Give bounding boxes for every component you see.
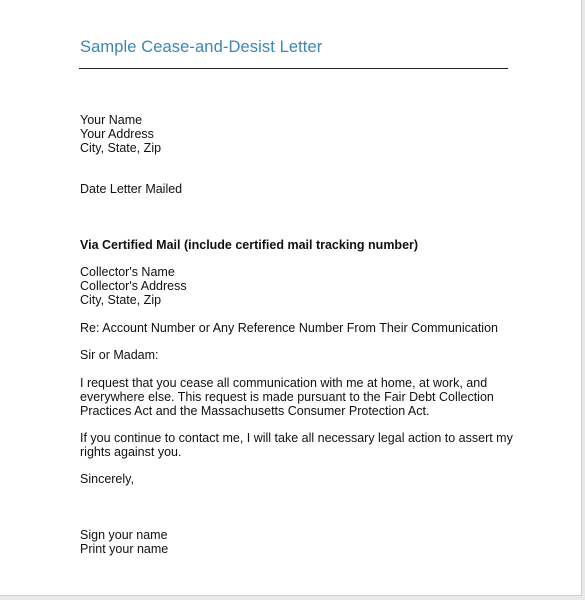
recipient-address: Collector's Address (80, 279, 187, 293)
printed-name-line: Print your name (80, 542, 169, 556)
closing: Sincerely, (80, 472, 134, 486)
body-paragraph-2-line: If you continue to contact me, I will take all necessary legal action to assert my (80, 431, 513, 445)
via-certified-mail: Via Certified Mail (include certified mail tracking number) (80, 238, 419, 252)
sender-name: Your Name (80, 113, 143, 127)
body-paragraph-1-line: Practices Act and the Massachusetts Consumer Protection Act. (80, 404, 430, 418)
reference-line: Re: Account Number or Any Reference Number From Their Communication (80, 321, 498, 335)
sender-address: Your Address (80, 127, 154, 141)
signature-line: Sign your name (80, 528, 168, 542)
title-divider (79, 68, 508, 69)
body-paragraph-1-line: I request that you cease all communication with me at home, at work, and (80, 376, 488, 390)
date-line: Date Letter Mailed (80, 182, 183, 196)
document-title: Sample Cease-and-Desist Letter (80, 38, 323, 56)
body-paragraph-2-line: rights against you. (80, 445, 182, 459)
recipient-name: Collector's Name (80, 265, 175, 279)
body-paragraph-1-line: everywhere else. This request is made pursuant to the Fair Debt Collection (80, 390, 494, 404)
salutation: Sir or Madam: (80, 348, 159, 362)
sender-city: City, State, Zip (80, 141, 162, 155)
recipient-city: City, State, Zip (80, 293, 162, 307)
